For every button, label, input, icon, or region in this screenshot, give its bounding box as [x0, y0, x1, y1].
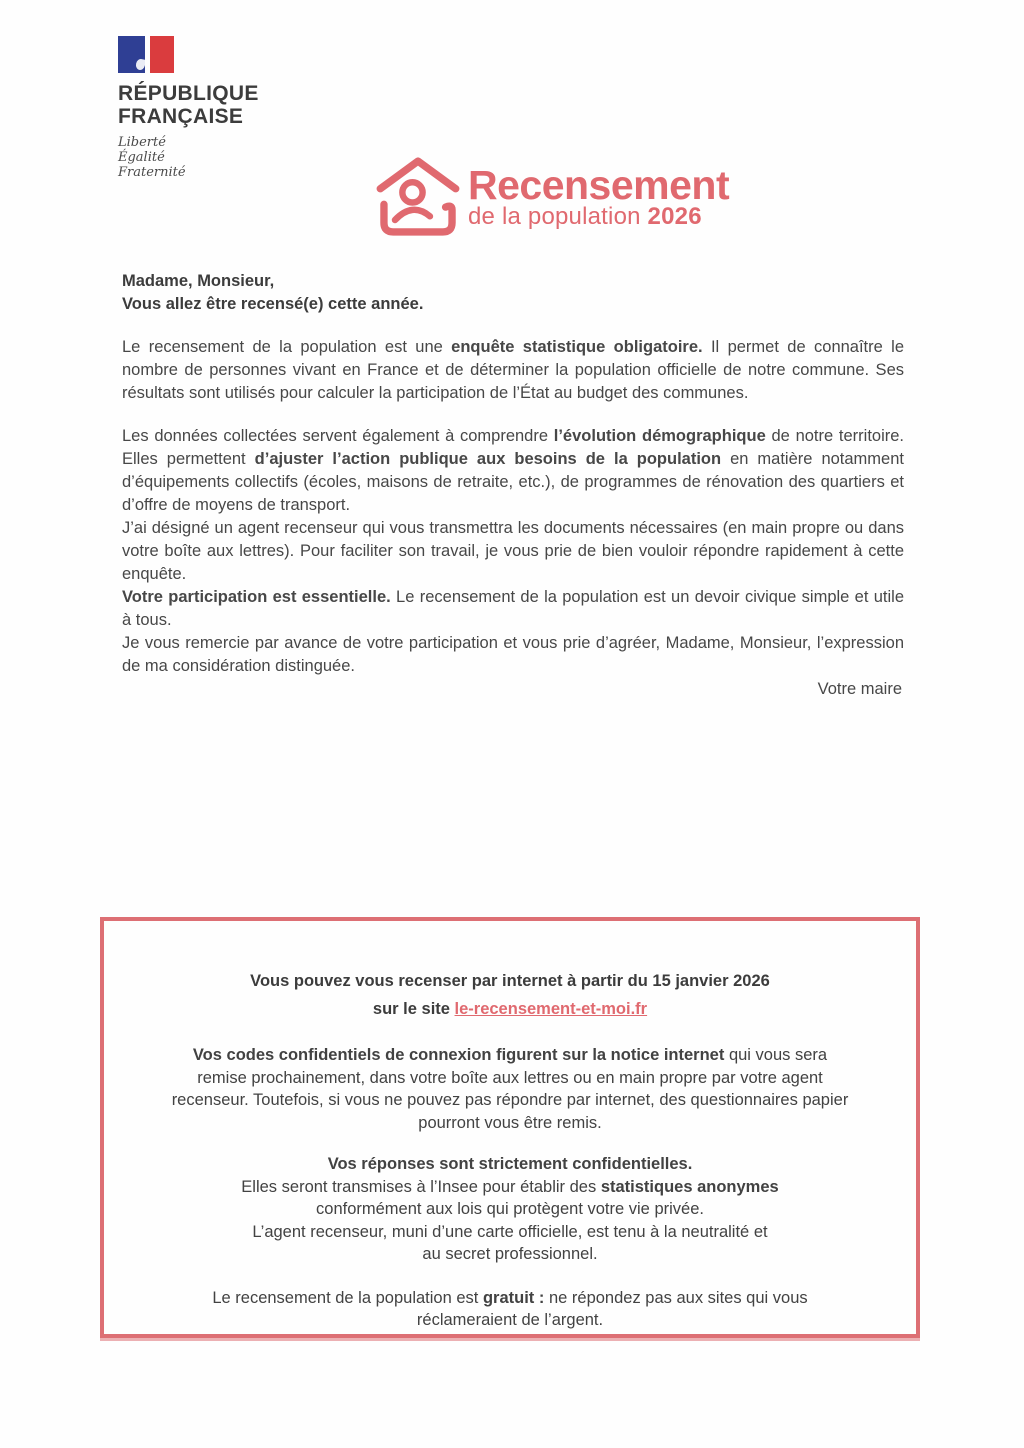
paragraph-agent: J’ai désigné un agent recenseur qui vous transmettra les documents nécessaires (en main propre ou dans votre boîte aux lettres). Pour faciliter son travail, je vous prie de bien vouloir répondre rapidement à cette enquête. [122, 519, 904, 583]
text-line: au secret professionnel. [422, 1245, 598, 1263]
greeting: Madame, Monsieur, [122, 272, 275, 290]
house-person-icon [372, 152, 464, 242]
internet-headline [118, 967, 902, 1023]
flag-red-panel [150, 36, 174, 73]
text-line: recenseur. Toutefois, si vous ne pouvez pas répondre par internet, des questionnaires papier [171, 1091, 849, 1109]
text-line: réclameraient de l’argent. [416, 1311, 604, 1329]
text-line: Le recensement de la population est gratuit : ne répondez pas aux sites qui vous [212, 1288, 808, 1307]
flag-blue-panel [118, 36, 145, 73]
text-line: Vos codes confidentiels de connexion figurent sur la notice internet qui vous sera [192, 1046, 828, 1064]
gov-motto [118, 135, 259, 180]
republique-francaise-block [118, 36, 259, 180]
text-line: Vous pouvez vous recenser par internet à partir du 15 janvier 2026 [250, 972, 770, 990]
codes-paragraph [118, 1044, 902, 1134]
gratuit-paragraph [118, 1287, 902, 1332]
text-line: Elles seront transmises à l’Insee pour établir des statistiques anonymes [241, 1177, 779, 1196]
gov-name [118, 82, 259, 128]
intro-line: Vous allez être recensé(e) cette année. [122, 295, 424, 313]
recensement-wordmark [468, 164, 729, 229]
confidentiality-paragraph [118, 1153, 902, 1266]
letter-body [122, 270, 904, 701]
recensement-subtitle: de la population 2026 [468, 203, 702, 230]
motto-fraternite: Fraternité [118, 165, 186, 180]
internet-info-box [100, 917, 920, 1338]
gov-name-line2: FRANÇAISE [118, 105, 244, 128]
paragraph-participation: Votre participation est essentielle. Le recensement de la population est un devoir civique simple et utile à tous. [122, 588, 905, 629]
text-line: Vos réponses sont strictement confidentielles. [327, 1155, 693, 1173]
french-flag-icon [118, 36, 259, 73]
recensement-logo [372, 152, 729, 242]
text-line: conformément aux lois qui protègent votre vie privée. [316, 1200, 704, 1218]
recensement-title: Recensement [468, 162, 730, 208]
text-line: pourront vous être remis. [418, 1113, 602, 1132]
gov-name-line1: RÉPUBLIQUE [118, 82, 259, 105]
motto-liberte: Liberté [118, 135, 166, 150]
census-website-link[interactable]: le-recensement-et-moi.fr [454, 1000, 648, 1018]
motto-egalite: Égalité [118, 150, 165, 165]
text-line: sur le site le-recensement-et-moi.fr [372, 1000, 648, 1018]
text-line: remise prochainement, dans votre boîte aux lettres ou en main propre par votre agent [197, 1068, 823, 1087]
paragraph-remerciement: Je vous remercie par avance de votre participation et vous prie d’agréer, Madame, Monsieur, l’expression de ma considération distinguée. [122, 634, 904, 675]
paragraph-obligatoire: Le recensement de la population est une enquête statistique obligatoire. Il permet de connaître le nombre de personnes vivant en France et de déterminer la population officielle de notre commune. Ses résultats sont utilisés pour calculer la participation de l’État au budget des communes. [122, 338, 905, 402]
paragraph-donnees: Les données collectées servent également à comprendre l’évolution démographique de notre territoire. Elles permettent d’ajuster l’action publique aux besoins de la population en matière notamment d’équipements collectifs (écoles, maisons de retraite, etc.), de programmes de rénovation des quartiers et d’offre de moyens de transport. [122, 427, 905, 514]
signature: Votre maire [817, 680, 902, 698]
text-line: L’agent recenseur, muni d’une carte officielle, est tenu à la neutralité et [252, 1222, 768, 1241]
